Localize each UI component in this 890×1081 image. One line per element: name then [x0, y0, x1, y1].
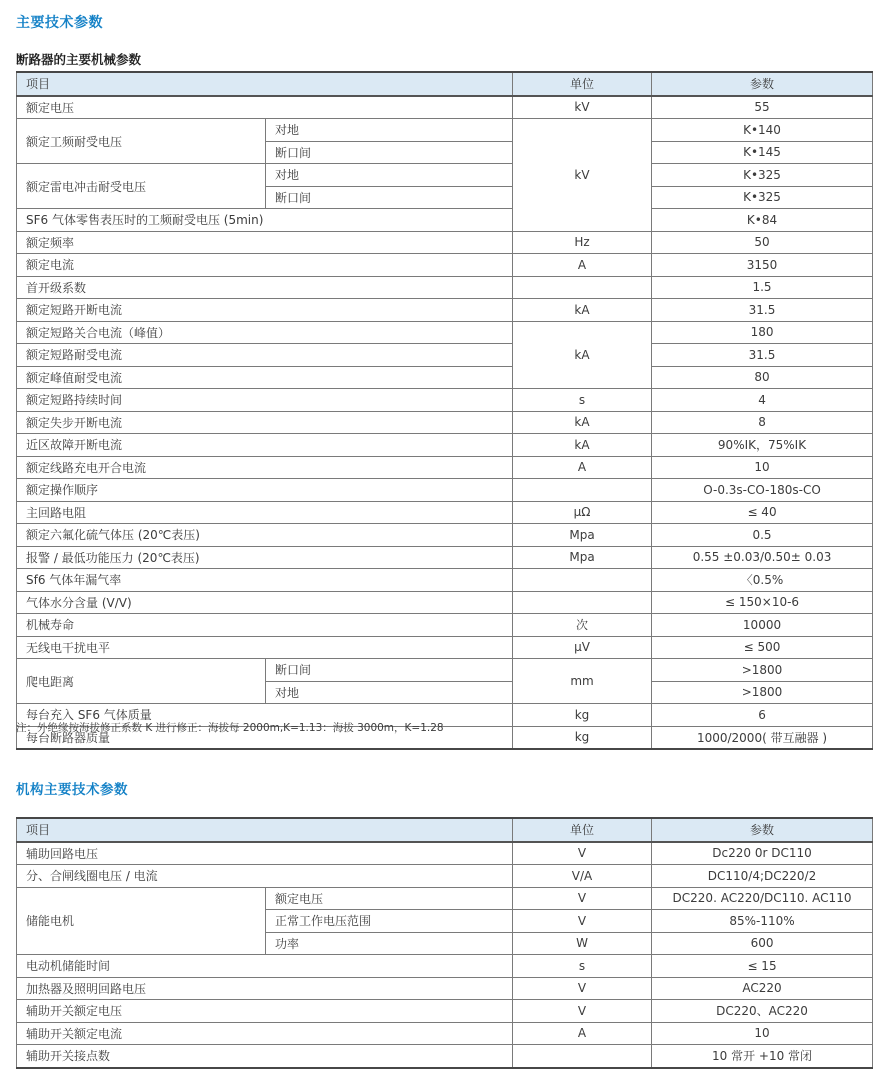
altitude-correction-note: 注：外绝缘按海拔修正系数 K 进行修正：海拔每 2000m,K=1.13：海拔 3000m，K=1.28: [16, 722, 444, 734]
column-header-cell: 单位: [513, 72, 652, 96]
mechanism-params-title: 机构主要技术参数: [16, 782, 128, 798]
table-cell: 4: [652, 389, 873, 412]
table-row: [17, 865, 873, 888]
column-header-cell: 项目: [17, 72, 513, 96]
table-row: [17, 591, 873, 614]
table-cell: 额定电压: [266, 887, 513, 910]
table-cell: V: [513, 842, 652, 865]
table-cell: Hz: [513, 231, 652, 254]
table-cell: 90%IK，75%IK: [652, 434, 873, 457]
table-cell: K•84: [652, 209, 873, 232]
table-cell: 1.5: [652, 276, 873, 299]
table-row: [17, 209, 873, 232]
table-cell: 对地: [266, 164, 513, 187]
table-row: [17, 434, 873, 457]
table-cell: 额定线路充电开合电流: [17, 456, 513, 479]
table-cell: K•325: [652, 186, 873, 209]
table-cell: [513, 1045, 652, 1068]
table-cell: 85%-110%: [652, 910, 873, 933]
table-cell: 1000/2000( 带互融器 ): [652, 726, 873, 749]
table-cell: 〈0.5%: [652, 569, 873, 592]
table-cell: V/A: [513, 865, 652, 888]
table-row: [17, 614, 873, 637]
table-cell: V: [513, 977, 652, 1000]
table-cell: mm: [513, 659, 652, 704]
table-row: [17, 1000, 873, 1023]
table-cell: 近区故障开断电流: [17, 434, 513, 457]
column-header-cell: 单位: [513, 818, 652, 842]
table-cell: Mpa: [513, 546, 652, 569]
table-row: [17, 1022, 873, 1045]
table-cell: kA: [513, 321, 652, 389]
table-cell: A: [513, 254, 652, 277]
mechanical-params-table: [16, 71, 873, 750]
table-row: [17, 636, 873, 659]
table-cell: 对地: [266, 119, 513, 142]
table-cell: 额定峰值耐受电流: [17, 366, 513, 389]
table-cell: 8: [652, 411, 873, 434]
table-cell: 10: [652, 1022, 873, 1045]
table-cell: 额定电压: [17, 96, 513, 119]
table-cell: 10: [652, 456, 873, 479]
table-row: [17, 119, 873, 142]
table-cell: 额定雷电冲击耐受电压: [17, 164, 266, 209]
table-cell: Sf6 气体年漏气率: [17, 569, 513, 592]
table-cell: 0.55 ±0.03/0.50± 0.03: [652, 546, 873, 569]
table-row: [17, 887, 873, 910]
table-cell: 功率: [266, 932, 513, 955]
table-cell: DC220、AC220: [652, 1000, 873, 1023]
table-row: [17, 842, 873, 865]
table-cell: 机械寿命: [17, 614, 513, 637]
table-cell: 10 常开 +10 常闭: [652, 1045, 873, 1068]
column-header-cell: 项目: [17, 818, 513, 842]
table-row: [17, 456, 873, 479]
table-cell: 主回路电阻: [17, 501, 513, 524]
page-title: 主要技术参数: [16, 15, 103, 31]
table-cell: [513, 569, 652, 592]
table-cell: V: [513, 887, 652, 910]
mechanism-params-table: [16, 817, 873, 1069]
table-cell: K•140: [652, 119, 873, 142]
table-cell: 31.5: [652, 344, 873, 367]
table-cell: 断口间: [266, 141, 513, 164]
table-cell: s: [513, 955, 652, 978]
table-cell: 电动机储能时间: [17, 955, 513, 978]
table-cell: 额定频率: [17, 231, 513, 254]
table-cell: 首开级系数: [17, 276, 513, 299]
table-cell: 分、合闸线圈电压 / 电流: [17, 865, 513, 888]
table-cell: DC110/4;DC220/2: [652, 865, 873, 888]
table-header-row: [17, 72, 873, 96]
table-cell: 10000: [652, 614, 873, 637]
table-cell: 正常工作电压范围: [266, 910, 513, 933]
table-row: [17, 231, 873, 254]
table-cell: kA: [513, 434, 652, 457]
table-cell: 55: [652, 96, 873, 119]
table-cell: ≤ 40: [652, 501, 873, 524]
table-cell: 额定失步开断电流: [17, 411, 513, 434]
table-row: [17, 254, 873, 277]
table-cell: kV: [513, 119, 652, 232]
table-cell: 辅助回路电压: [17, 842, 513, 865]
table-cell: 辅助开关额定电流: [17, 1022, 513, 1045]
table-cell: 3150: [652, 254, 873, 277]
table-cell: kA: [513, 299, 652, 322]
table-cell: V: [513, 1000, 652, 1023]
table-cell: V: [513, 910, 652, 933]
table-cell: kA: [513, 411, 652, 434]
table-cell: 180: [652, 321, 873, 344]
table-cell: 每台断路器质量: [17, 726, 513, 749]
table-cell: kg: [513, 704, 652, 727]
table-cell: O-0.3s-CO-180s-CO: [652, 479, 873, 502]
table-cell: s: [513, 389, 652, 412]
column-header-cell: 参数: [652, 818, 873, 842]
table-row: [17, 411, 873, 434]
table-cell: K•145: [652, 141, 873, 164]
table-cell: 报警 / 最低功能压力 (20℃表压): [17, 546, 513, 569]
table-row: [17, 569, 873, 592]
table-cell: 爬电距离: [17, 659, 266, 704]
table-row: [17, 1045, 873, 1068]
table-cell: Dc220 0r DC110: [652, 842, 873, 865]
table-cell: A: [513, 456, 652, 479]
table-row: [17, 659, 873, 682]
table-cell: 断口间: [266, 659, 513, 682]
table-row: [17, 321, 873, 344]
table-cell: 31.5: [652, 299, 873, 322]
table-cell: SF6 气体零售表压时的工频耐受电压 (5min): [17, 209, 513, 232]
table-cell: W: [513, 932, 652, 955]
table-cell: μΩ: [513, 501, 652, 524]
table-cell: [513, 276, 652, 299]
table-row: [17, 955, 873, 978]
table-header-row: [17, 818, 873, 842]
table-cell: 气体水分含量 (V/V): [17, 591, 513, 614]
table-row: [17, 389, 873, 412]
table-cell: 对地: [266, 681, 513, 704]
table-cell: μV: [513, 636, 652, 659]
table-cell: ≤ 500: [652, 636, 873, 659]
table-cell: 额定短路持续时间: [17, 389, 513, 412]
table-cell: 50: [652, 231, 873, 254]
table-row: [17, 366, 873, 389]
table-cell: 辅助开关额定电压: [17, 1000, 513, 1023]
table-cell: >1800: [652, 659, 873, 682]
table-cell: AC220: [652, 977, 873, 1000]
table-row: [17, 344, 873, 367]
table-cell: 额定短路开断电流: [17, 299, 513, 322]
table-cell: [513, 591, 652, 614]
table-cell: 额定六氟化硫气体压 (20℃表压): [17, 524, 513, 547]
table-cell: DC220. AC220/DC110. AC110: [652, 887, 873, 910]
table-cell: 0.5: [652, 524, 873, 547]
column-header-cell: 参数: [652, 72, 873, 96]
table-cell: 80: [652, 366, 873, 389]
table-row: [17, 164, 873, 187]
mechanical-params-subtitle: 断路器的主要机械参数: [16, 52, 142, 67]
table-cell: Mpa: [513, 524, 652, 547]
table-cell: kV: [513, 96, 652, 119]
table-cell: 6: [652, 704, 873, 727]
table-cell: ≤ 15: [652, 955, 873, 978]
table-row: [17, 479, 873, 502]
table-row: [17, 501, 873, 524]
table-cell: >1800: [652, 681, 873, 704]
table-cell: 每台充入 SF6 气体质量: [17, 704, 513, 727]
table-cell: 600: [652, 932, 873, 955]
table-cell: K•325: [652, 164, 873, 187]
table-cell: 辅助开关接点数: [17, 1045, 513, 1068]
table-cell: 额定操作顺序: [17, 479, 513, 502]
table-cell: 储能电机: [17, 887, 266, 955]
table-cell: 额定短路关合电流（峰值）: [17, 321, 513, 344]
table-row: [17, 546, 873, 569]
table-row: [17, 524, 873, 547]
table-cell: 额定工频耐受电压: [17, 119, 266, 164]
table-row: [17, 299, 873, 322]
table-cell: [513, 479, 652, 502]
table-cell: 额定电流: [17, 254, 513, 277]
table-cell: 次: [513, 614, 652, 637]
table-row: [17, 977, 873, 1000]
table-cell: A: [513, 1022, 652, 1045]
table-row: [17, 276, 873, 299]
table-cell: 断口间: [266, 186, 513, 209]
table-cell: 加热器及照明回路电压: [17, 977, 513, 1000]
table-cell: kg: [513, 726, 652, 749]
table-cell: 无线电干扰电平: [17, 636, 513, 659]
table-cell: 额定短路耐受电流: [17, 344, 513, 367]
table-row: [17, 96, 873, 119]
table-cell: ≤ 150×10-6: [652, 591, 873, 614]
